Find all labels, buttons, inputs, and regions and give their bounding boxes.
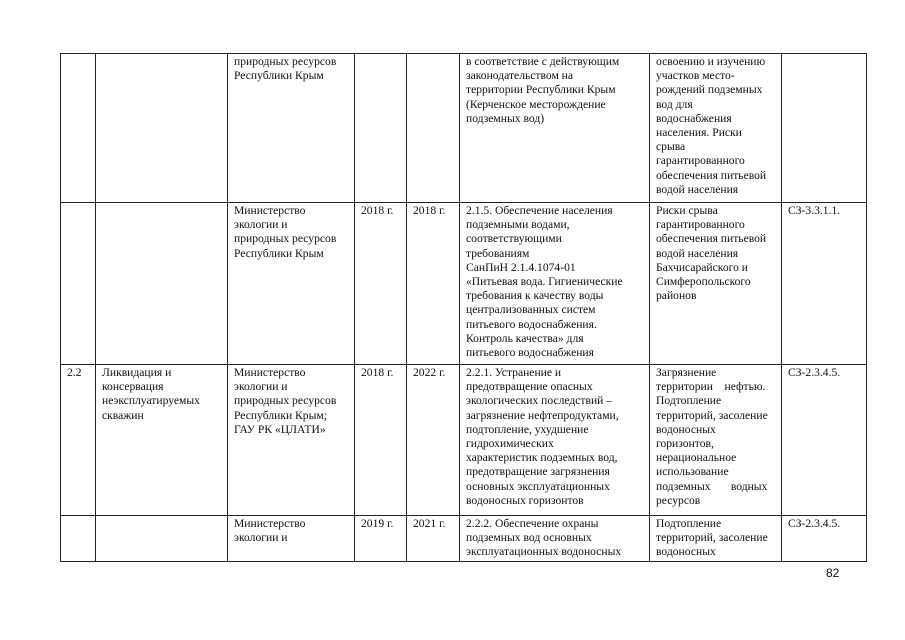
cell-measure [96,203,228,365]
cell-measure [96,516,228,562]
cell-code: СЗ-3.3.1.1. [782,203,867,365]
cell-risk: Подтопление территорий, засоление водоносных [650,516,782,562]
cell-event: 2.2.1. Устранение и предотвращение опасных экологических последствий – загрязнение нефтепродуктами, подтопление, ухудшение гидрохимических характеристик подземных вод, предотвращение загрязнения основных эксплуатационных водоносных горизонтов [460,365,650,516]
cell-event: в соответствие с действующим законодательством на территории Республики Крым (Керченское месторождение подземных вод) [460,54,650,203]
cell-event: 2.1.5. Обеспечение населения подземными водами, соответствующими требованиям СанПиН 2.1.4.1074-01 «Питьевая вода. Гигиенические требования к качеству воды централизованных систем питьевого водоснабжения. Контроль качества» для питьевого водоснабжения [460,203,650,365]
cell-end-year: 2018 г. [407,203,460,365]
page-number: 82 [826,566,840,580]
cell-number [61,516,96,562]
cell-start-year: 2018 г. [355,365,407,516]
cell-number [61,54,96,203]
cell-number: 2.2 [61,365,96,516]
cell-end-year [407,54,460,203]
cell-measure [96,54,228,203]
cell-start-year: 2018 г. [355,203,407,365]
cell-end-year: 2021 г. [407,516,460,562]
cell-code [782,54,867,203]
cell-number [61,203,96,365]
cell-executor: Министерство экологии и [228,516,355,562]
cell-end-year: 2022 г. [407,365,460,516]
cell-risk: Риски срыва гарантированного обеспечения питьевой водой населения Бахчисарайского и Симферопольского районов [650,203,782,365]
measures-table [60,53,867,562]
cell-code: СЗ-2.3.4.5. [782,516,867,562]
cell-start-year [355,54,407,203]
cell-code: СЗ-2.3.4.5. [782,365,867,516]
cell-executor: Министерство экологии и природных ресурсов Республики Крым [228,203,355,365]
cell-event: 2.2.2. Обеспечение охраны подземных вод основных эксплуатационных водоносных [460,516,650,562]
table-row [61,365,867,516]
cell-risk: освоению и изучению участков место- рождений подземных вод для водоснабжения населения. Риски срыва гарантированного обеспечения питьевой водой населения [650,54,782,203]
cell-risk: Загрязнение территории нефтью. Подтопление территорий, засоление водоносных горизонтов, нерациональное использование подземных водных ресурсов [650,365,782,516]
table-row [61,203,867,365]
cell-start-year: 2019 г. [355,516,407,562]
cell-executor: Министерство экологии и природных ресурсов Республики Крым; ГАУ РК «ЦЛАТИ» [228,365,355,516]
table-row [61,516,867,562]
cell-measure: Ликвидация и консервация неэксплуатируемых скважин [96,365,228,516]
cell-executor: природных ресурсов Республики Крым [228,54,355,203]
table-row [61,54,867,203]
